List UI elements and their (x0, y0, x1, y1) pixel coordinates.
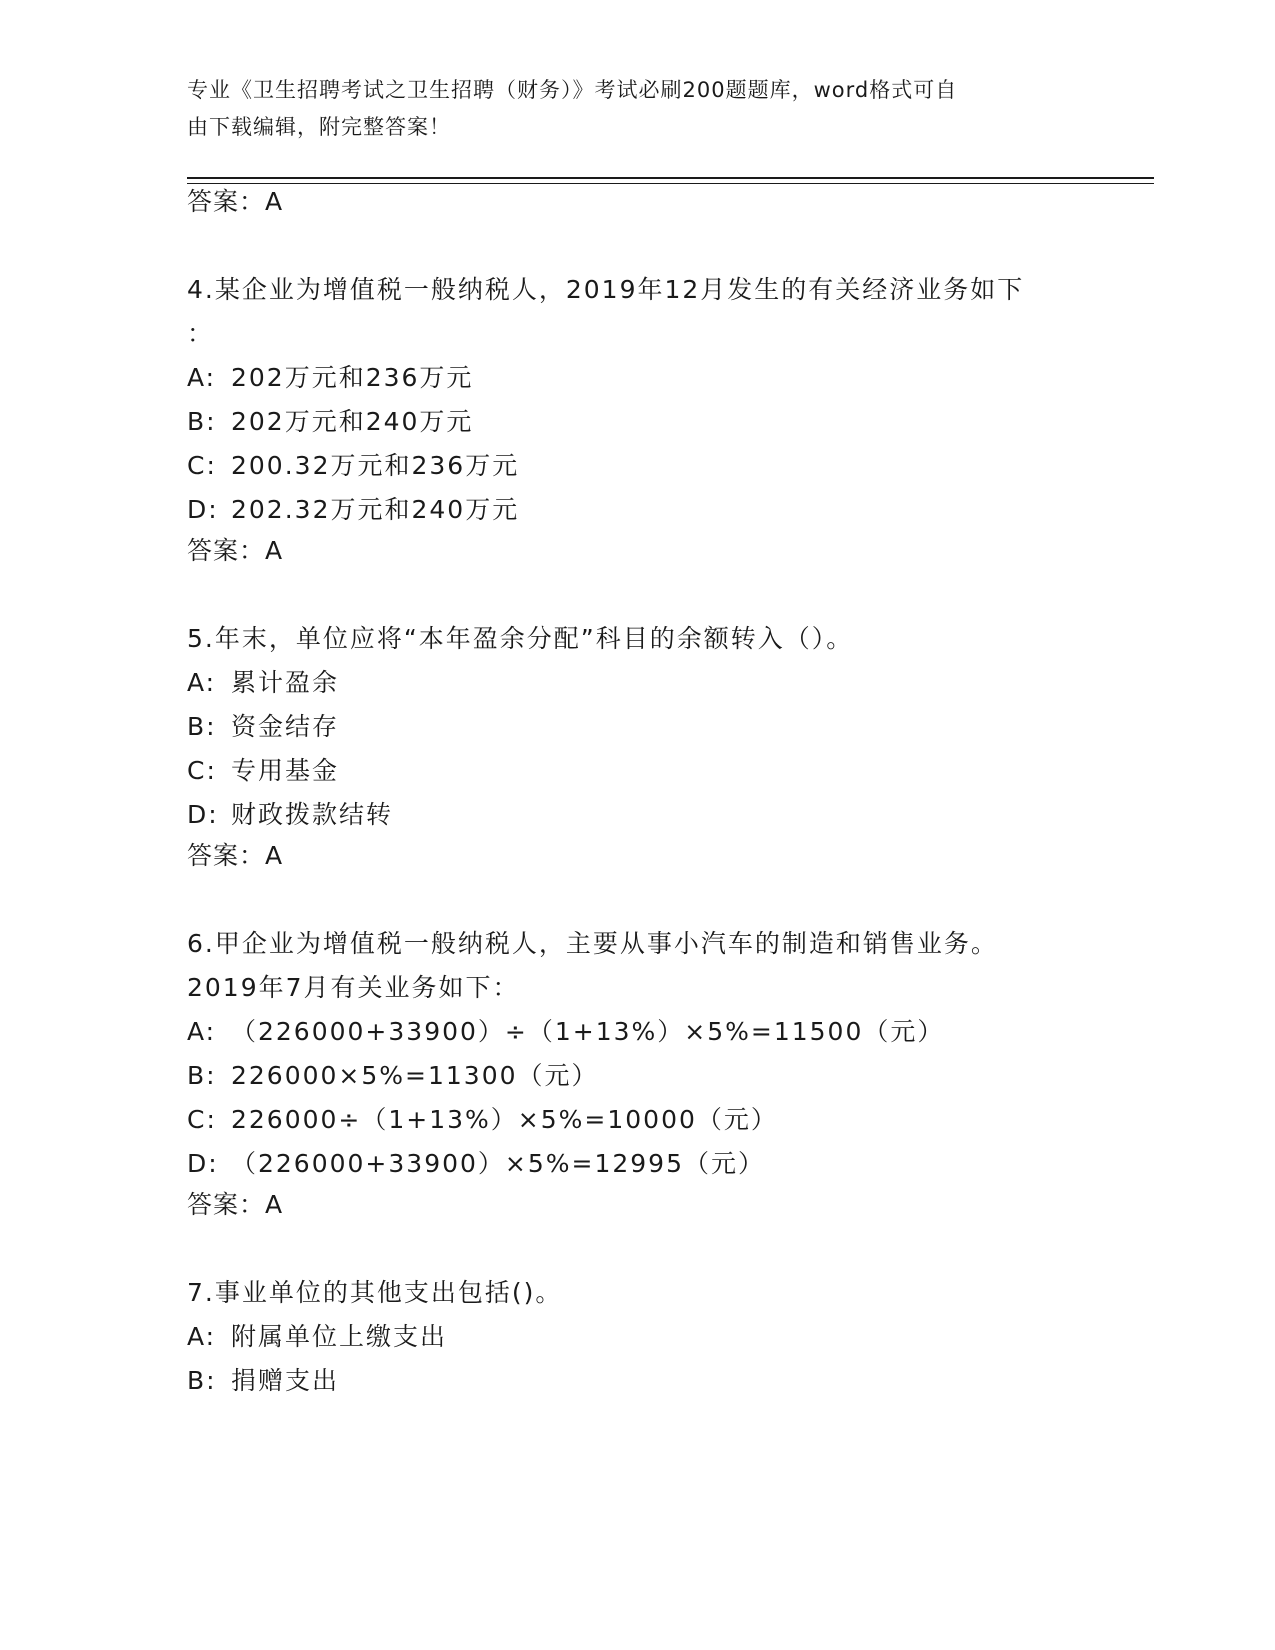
document-header (187, 72, 1067, 146)
header-line-1: 专业《卫生招聘考试之卫生招聘（财务）》考试必刷200题题库，word格式可自 (187, 78, 958, 102)
option-text: （226000+33900）×5%=12995（元） (231, 1149, 765, 1178)
question-4-option-c (187, 450, 519, 482)
option-text: （226000+33900）÷（1+13%）×5%=11500（元） (231, 1017, 945, 1046)
option-label: B: (187, 712, 217, 741)
question-4-option-b (187, 406, 473, 438)
option-text: 专用基金 (231, 756, 340, 785)
option-text: 202万元和236万元 (231, 363, 474, 392)
option-label: A: (187, 1017, 217, 1046)
option-label: A: (187, 1322, 217, 1351)
option-label: B: (187, 1366, 217, 1395)
question-4-stem-line-2: ： (187, 319, 215, 348)
question-6-option-d (187, 1148, 765, 1180)
option-text: 财政拨款结转 (231, 800, 394, 829)
question-7-option-a (187, 1321, 447, 1353)
question-6-option-a (187, 1016, 944, 1048)
question-5-option-d (187, 799, 393, 831)
question-4-option-d (187, 494, 519, 526)
header-line-2: 由下载编辑，附完整答案！ (187, 115, 451, 139)
option-text: 捐赠支出 (231, 1366, 340, 1395)
option-text: 226000×5%=11300（元） (231, 1061, 599, 1090)
question-5-answer: 答案：A (187, 841, 284, 870)
option-label: C: (187, 756, 217, 785)
option-text: 累计盈余 (231, 668, 340, 697)
header-divider-thin (187, 183, 1154, 184)
option-text: 202.32万元和240万元 (231, 495, 520, 524)
question-4-stem-line-1: 4.某企业为增值税一般纳税人，2019年12月发生的有关经济业务如下 (187, 275, 1025, 304)
question-6-option-b (187, 1060, 599, 1092)
option-label: B: (187, 407, 217, 436)
option-text: 资金结存 (231, 712, 340, 741)
option-label: D: (187, 495, 219, 524)
answer-previous: 答案：A (187, 187, 284, 216)
option-text: 附属单位上缴支出 (231, 1322, 448, 1351)
option-text: 226000÷（1+13%）×5%=10000（元） (231, 1105, 778, 1134)
question-6-option-c (187, 1104, 778, 1136)
question-7-stem: 7.事业单位的其他支出包括()。 (187, 1278, 563, 1307)
question-5-option-a (187, 667, 339, 699)
question-6-stem-line-2: 2019年7月有关业务如下： (187, 973, 520, 1002)
option-label: C: (187, 1105, 217, 1134)
question-7-option-b (187, 1365, 339, 1397)
option-label: A: (187, 363, 217, 392)
option-label: D: (187, 1149, 219, 1178)
option-label: D: (187, 800, 219, 829)
question-5-option-b (187, 711, 339, 743)
question-6-stem-line-1: 6.甲企业为增值税一般纳税人，主要从事小汽车的制造和销售业务。 (187, 929, 998, 958)
question-6-answer: 答案：A (187, 1190, 284, 1219)
option-text: 202万元和240万元 (231, 407, 474, 436)
option-label: B: (187, 1061, 217, 1090)
question-5-stem: 5.年末，单位应将“本年盈余分配”科目的余额转入（）。 (187, 624, 854, 653)
option-label: C: (187, 451, 217, 480)
header-divider-thick (187, 177, 1154, 179)
question-4-answer: 答案：A (187, 536, 284, 565)
option-label: A: (187, 668, 217, 697)
question-5-option-c (187, 755, 339, 787)
question-4-option-a (187, 362, 473, 394)
option-text: 200.32万元和236万元 (231, 451, 520, 480)
